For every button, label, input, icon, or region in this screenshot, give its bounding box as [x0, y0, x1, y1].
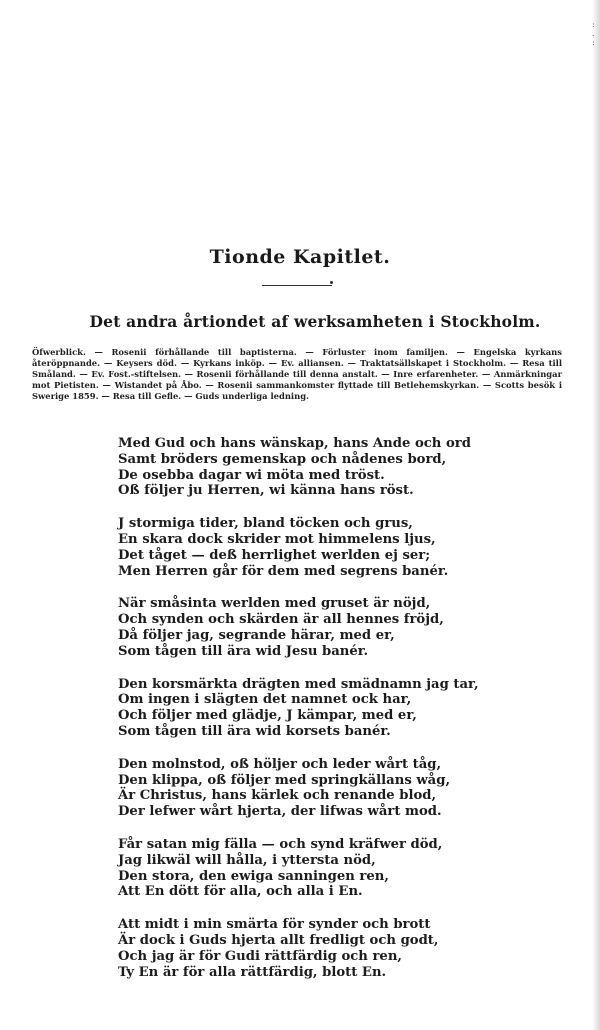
poem-line: Den korsmärkta drägten med smädnamn jag tar, — [118, 676, 479, 692]
poem-line: När småsinta werlden med gruset är nöjd, — [118, 596, 431, 612]
margin-marks: : . : — [592, 20, 595, 47]
poem-line: Och följer med glädje, J kämpar, med er, — [118, 708, 417, 724]
poem-line: Samt bröders gemenskap och nådenes bord, — [118, 451, 447, 467]
poem-line: Att midt i min smärta för synder och brott — [118, 917, 431, 933]
poem-line: Den molnstod, oß höljer och leder wårt tåg, — [118, 756, 442, 772]
poem-stanza — [118, 917, 538, 980]
title-rule-dot — [330, 281, 333, 284]
poem-line: Och synden och skärden är all hennes fröjd, — [118, 612, 444, 628]
poem-line: Är dock i Guds hjerta allt fredligt och godt, — [118, 932, 439, 948]
poem-line: J stormiga tider, bland töcken och grus, — [118, 516, 413, 532]
poem-line: Den klippa, oß följer med springkällans wåg, — [118, 772, 451, 788]
poem-line: Den stora, den ewiga sanningen ren, — [118, 868, 389, 884]
poem-line: Der lefwer wårt hjerta, der lifwas wårt mod. — [118, 804, 442, 820]
poem-line: Är Christus, hans kärlek och renande blod, — [118, 788, 437, 804]
poem-line: Som tågen till ära wid Jesu banér. — [118, 643, 369, 659]
poem-stanza — [118, 436, 538, 499]
poem-line: Men Herren går för dem med segrens banér. — [118, 563, 449, 579]
poem-line: Om ingen i slägten det namnet ock har, — [118, 692, 412, 708]
poem-line: Med Gud och hans wänskap, hans Ande och ord — [118, 436, 471, 451]
poem-stanza — [118, 516, 538, 579]
poem-stanza — [118, 677, 538, 740]
poem-line: Som tågen till ära wid korsets banér. — [118, 723, 391, 739]
poem-stanza — [118, 596, 538, 659]
poem-line: Då följer jag, segrande härar, med er, — [118, 627, 395, 643]
poem-line: Och jag är för Gudi rättfärdig och ren, — [118, 948, 402, 964]
poem-line: En skara dock skrider mot himmelens ljus, — [118, 531, 436, 547]
chapter-title: Tionde Kapitlet. — [209, 246, 391, 268]
poem-line: Ty En är för alla rättfärdig, blott En. — [118, 964, 387, 980]
poem-line: Det tåget — deß herrlighet werlden ej ser; — [118, 547, 431, 563]
poem-line: Får satan mig fälla — och synd kräfwer död, — [118, 836, 443, 852]
poem-line: De osebba dagar wi möta med tröst. — [118, 467, 385, 483]
poem-line: Oß följer ju Herren, wi känna hans röst. — [118, 483, 414, 499]
poem — [118, 436, 538, 997]
poem-stanza — [118, 757, 538, 820]
section-title: Det andra årtiondet af werksamheten i Stockholm. — [89, 312, 541, 331]
poem-line: Jag likwäl will hålla, i yttersta nöd, — [118, 852, 376, 868]
title-rule — [262, 285, 332, 286]
chapter-summary: Öfwerblick. — Rosenii förhållande till baptisterna. — Förluster inom familjen. — Engelska kyrkans återöppnande. — Keysers död. — Kyrkans inköp. — Ev. alliansen. — Traktatsällskapet i Stockholm. — Resa till Småland. — Ev. Fost.-stiftelsen. — Rosenii förhållande till denna anstalt. — Inre erfarenheter. — Anmärkningar mot Pietisten. — Wistandet på Åbo. — Rosenii sammankomster flyttade till Betlehemskyrkan. — Scotts besök i Swerige 1859. — Resa till Gefle. — Guds underliga ledning. — [32, 347, 562, 401]
poem-line: Att En dött för alla, och alla i En. — [118, 884, 363, 900]
page-edge-shadow — [592, 0, 600, 1030]
poem-stanza — [118, 837, 538, 900]
